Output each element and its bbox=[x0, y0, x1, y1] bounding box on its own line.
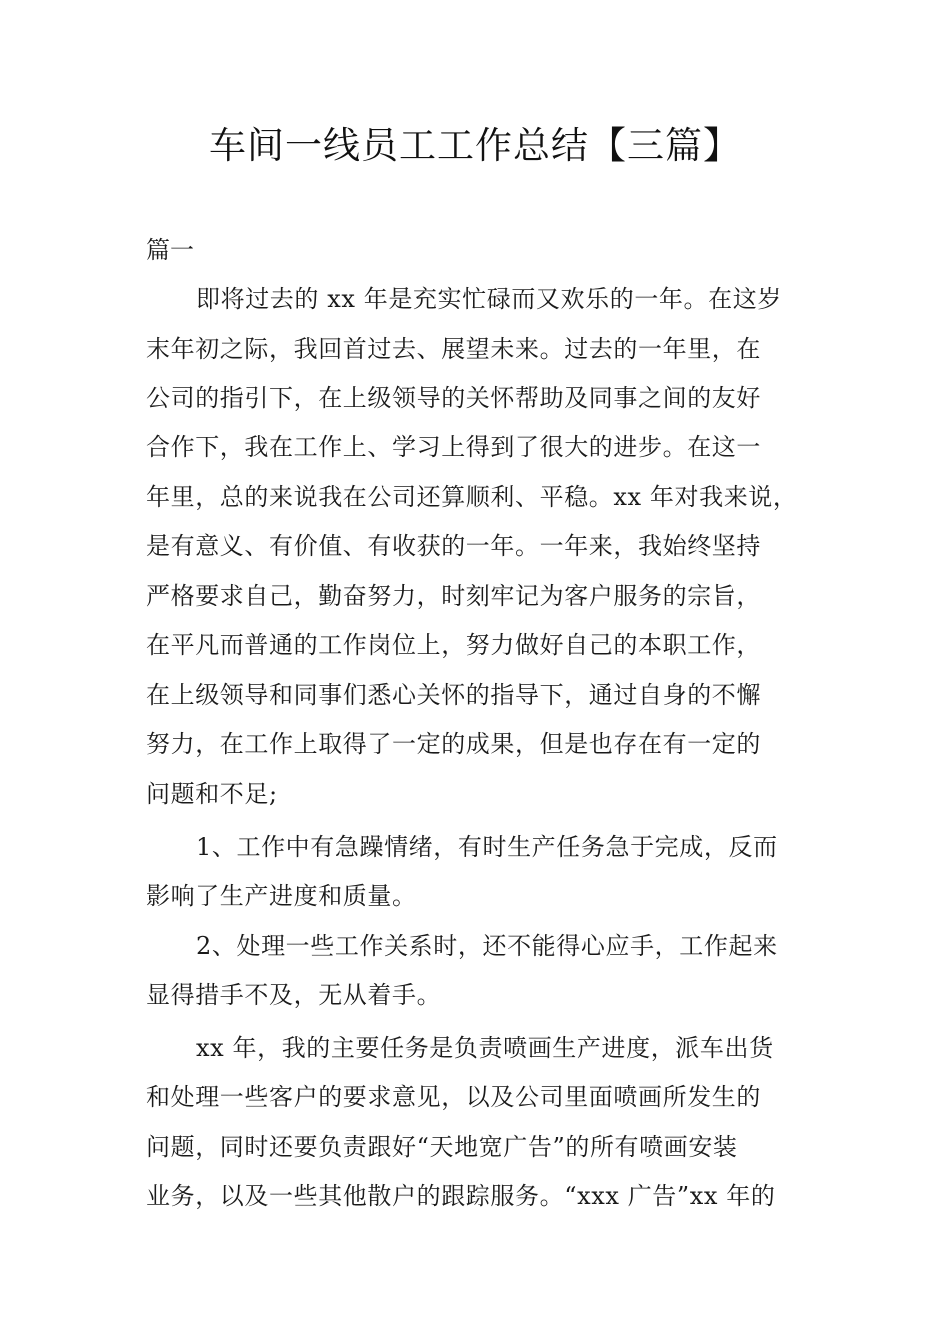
paragraph-line: 合作下，我在工作上、学习上得到了很大的进步。在这一 bbox=[146, 433, 761, 461]
paragraph-line: 问题和不足; bbox=[146, 780, 278, 808]
paragraph-line: 业务，以及一些其他散户的跟踪服务。“xxx 广告”xx 年的 bbox=[146, 1182, 776, 1210]
list-item-line: 显得措手不及，无从着手。 bbox=[146, 981, 442, 1009]
paragraph-line: 末年初之际，我回首过去、展望未来。过去的一年里，在 bbox=[146, 335, 761, 363]
paragraph-line: 即将过去的 xx 年是充实忙碌而又欢乐的一年。在这岁 bbox=[196, 285, 782, 313]
paragraph-line: 年里，总的来说我在公司还算顺利、平稳。xx 年对我来说， bbox=[146, 483, 798, 511]
document-title: 车间一线员工工作总结【三篇】 bbox=[209, 124, 741, 167]
list-item-line: 影响了生产进度和质量。 bbox=[146, 882, 417, 910]
paragraph-line: 努力，在工作上取得了一定的成果，但是也存在有一定的 bbox=[146, 730, 761, 758]
paragraph-line: 公司的指引下，在上级领导的关怀帮助及同事之间的友好 bbox=[146, 384, 761, 412]
paragraph-line: 和处理一些客户的要求意见，以及公司里面喷画所发生的 bbox=[146, 1083, 761, 1111]
section-label: 篇一 bbox=[146, 236, 194, 264]
paragraph-line: 在上级领导和同事们悉心关怀的指导下，通过自身的不懈 bbox=[146, 681, 761, 709]
paragraph-line: 问题，同时还要负责跟好“天地宽广告”的所有喷画安装 bbox=[146, 1133, 738, 1161]
paragraph-line: 在平凡而普通的工作岗位上，努力做好自己的本职工作， bbox=[146, 631, 761, 659]
paragraph-line: 严格要求自己，勤奋努力，时刻牢记为客户服务的宗旨， bbox=[146, 582, 761, 610]
list-item-line: 2、处理一些工作关系时，还不能得心应手，工作起来 bbox=[196, 932, 778, 960]
list-item-line: 1、工作中有急躁情绪，有时生产任务急于完成，反而 bbox=[196, 833, 778, 861]
paragraph-line: 是有意义、有价值、有收获的一年。一年来，我始终坚持 bbox=[146, 532, 761, 560]
paragraph-line: xx 年，我的主要任务是负责喷画生产进度，派车出货 bbox=[196, 1034, 774, 1062]
